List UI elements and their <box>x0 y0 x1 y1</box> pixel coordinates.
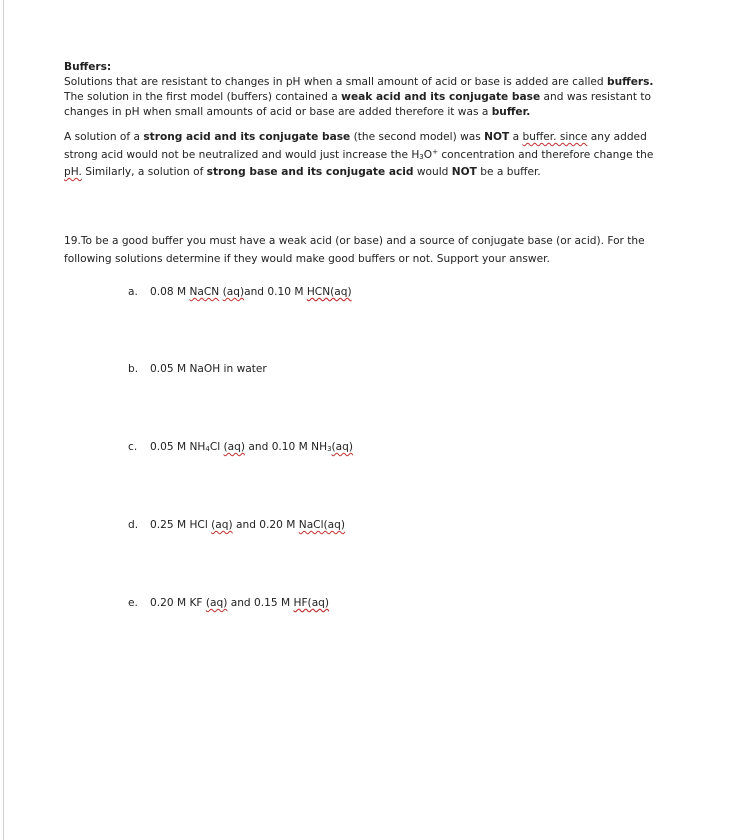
question-19: 19.To be a good buffer you must have a weak acid (or base) and a source of conjugate base (or acid). For the following solutions determine if they would make good buffers or not. Support your answer. <box>64 235 645 265</box>
bold-text: weak acid and its conjugate base <box>341 91 541 103</box>
superscript: + <box>432 148 438 156</box>
item-letter: e. <box>128 597 138 609</box>
paragraph-buffers-definition <box>64 75 664 120</box>
spellcheck-word[interactable]: (aq) <box>331 441 354 453</box>
text: and was resistant to changes in pH when small amounts of acid or base are added therefore it was a <box>64 91 652 118</box>
spellcheck-word[interactable]: (aq) <box>211 519 233 531</box>
text: 0.05 M NH <box>150 441 206 453</box>
text: A solution of a <box>64 131 144 143</box>
text: and 0.20 M <box>232 519 299 531</box>
bold-text: NOT <box>484 131 510 143</box>
text: (the second model) was <box>350 131 485 143</box>
text: O <box>423 149 433 161</box>
subscript: 3 <box>419 153 424 161</box>
text: 0.25 M HCl <box>150 519 212 531</box>
text: and 0.10 M <box>244 286 307 298</box>
text: Solutions that are resistant to changes in pH when a small amount of acid or base is added are called <box>64 76 607 88</box>
page-left-edge <box>3 0 4 840</box>
spellcheck-word[interactable]: NaCN <box>189 286 220 298</box>
spellcheck-word[interactable]: NaCl(aq) <box>298 519 346 531</box>
item-letter: b. <box>128 363 139 375</box>
text: any added strong acid would not be neutralized and would just increase the H <box>64 131 647 161</box>
text: Similarly, a solution of <box>81 166 207 178</box>
list-item-e <box>128 597 329 609</box>
subscript: 4 <box>205 445 210 453</box>
list-item-a <box>128 286 352 298</box>
list-item-c <box>128 441 353 453</box>
bold-text: buffers. <box>607 76 654 88</box>
item-letter: d. <box>128 519 139 531</box>
item-letter: a. <box>128 286 138 298</box>
text: 0.05 M NaOH in water <box>150 363 267 375</box>
bold-text: strong base and its conjugate acid <box>206 166 414 178</box>
subscript: 3 <box>327 445 332 453</box>
list-item-b <box>128 363 267 375</box>
text: The solution in the first model (buffers) contained a <box>64 91 342 103</box>
spellcheck-word[interactable]: pH. <box>64 166 82 178</box>
text: would <box>413 166 452 178</box>
text: concentration and therefore change the <box>437 149 654 161</box>
list-item-d <box>128 519 345 531</box>
section-heading: Buffers: <box>64 61 112 73</box>
bold-text: strong acid and its conjugate base <box>143 131 351 143</box>
spellcheck-word[interactable]: (aq) <box>223 441 246 453</box>
spellcheck-word[interactable]: (aq) <box>222 286 245 298</box>
text: be a buffer. <box>476 166 541 178</box>
text: 0.08 M <box>150 286 190 298</box>
spellcheck-word[interactable]: HF(aq) <box>293 597 330 609</box>
text: a <box>509 131 523 143</box>
text: Cl <box>209 441 224 453</box>
text: 0.20 M KF <box>150 597 206 609</box>
spellcheck-word[interactable]: HCN(aq) <box>306 286 352 298</box>
text: and 0.15 M <box>227 597 294 609</box>
paragraph-not-buffer <box>64 130 664 180</box>
bold-text: buffer. <box>491 106 531 118</box>
bold-text: NOT <box>451 166 477 178</box>
intro-section <box>64 60 664 190</box>
spellcheck-word[interactable]: (aq) <box>205 597 228 609</box>
spellcheck-word[interactable]: buffer. since <box>522 131 588 143</box>
item-letter: c. <box>128 441 138 453</box>
text: and 0.10 M NH <box>245 441 328 453</box>
